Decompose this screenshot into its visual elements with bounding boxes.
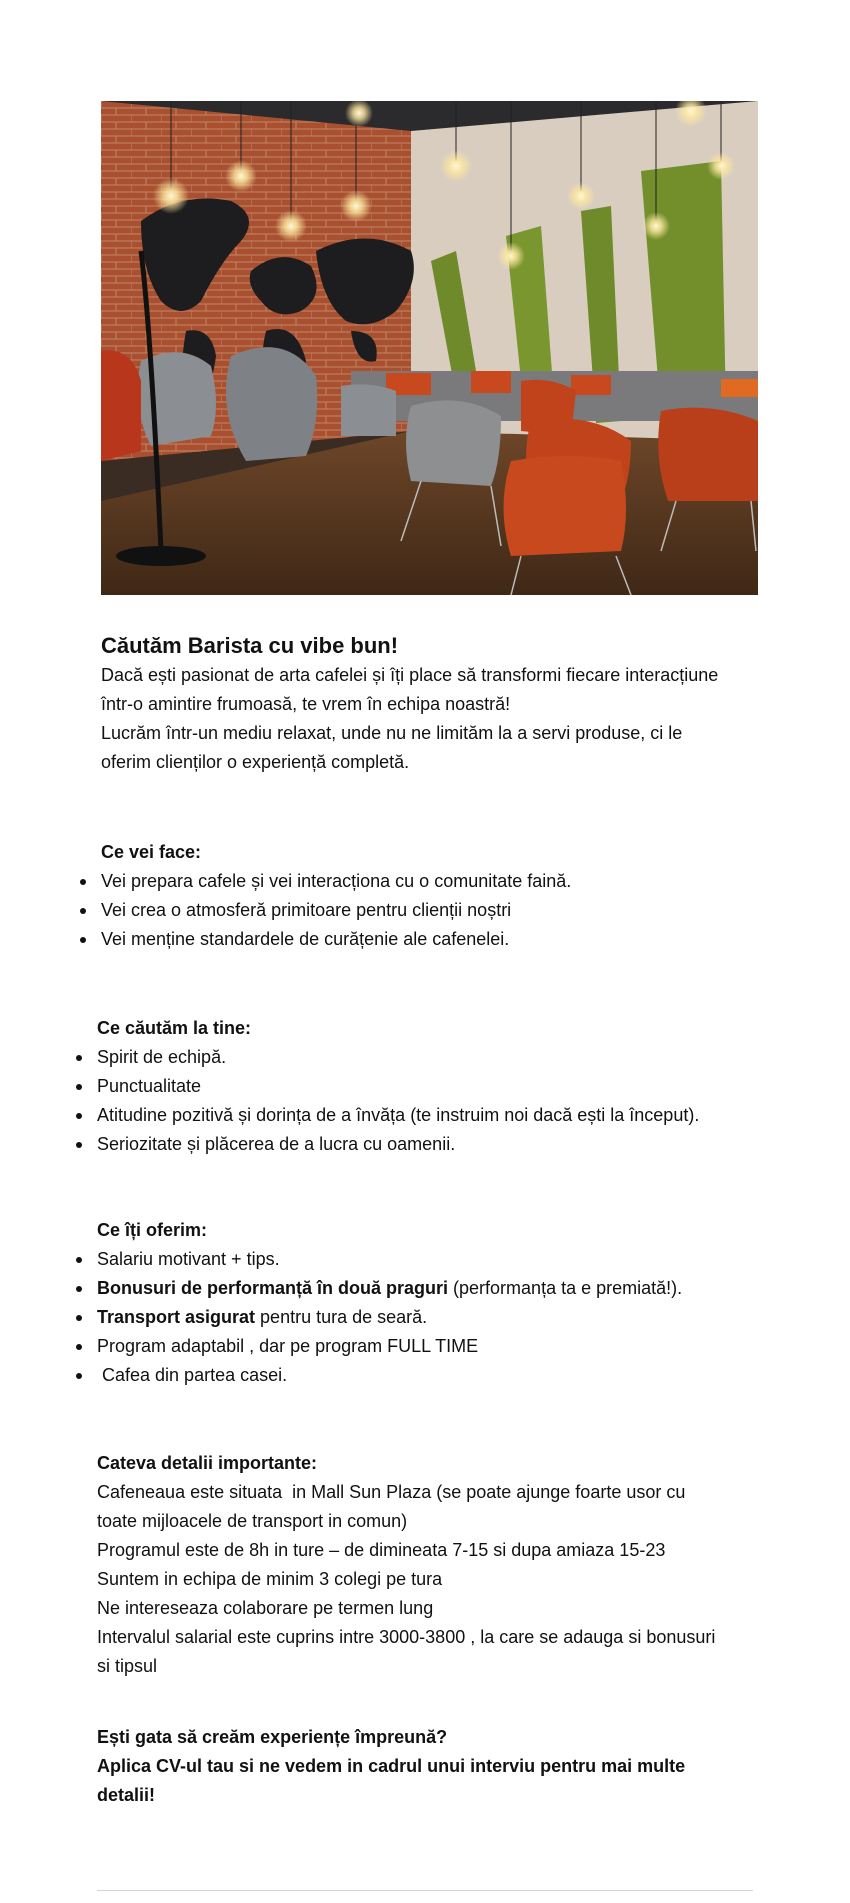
details-line: Programul este de 8h in ture – de dimineata 7-15 si dupa amiaza 15-23: [97, 1540, 666, 1560]
requirements-list: [97, 1043, 767, 1159]
list-item: [97, 1274, 767, 1303]
transport-label: Transport asigurat: [97, 1307, 256, 1327]
tasks-section: [101, 838, 761, 954]
intro-section: [101, 630, 761, 777]
details-line: si tipsul: [97, 1656, 158, 1676]
list-item: Cafea din partea casei.: [97, 1361, 767, 1390]
details-line: Suntem in echipa de minim 3 colegi pe tura: [97, 1569, 443, 1589]
list-item: Punctualitate: [97, 1072, 767, 1101]
details-line: Cafeneaua este situata in Mall Sun Plaza (se poate ajunge foarte usor cu: [97, 1482, 686, 1502]
requirements-heading: Ce căutăm la tine:: [97, 1018, 252, 1038]
intro-line-3: Lucrăm într-un mediu relaxat, unde nu ne limităm la a servi produse, ci le: [101, 723, 683, 743]
intro-line-1: Dacă ești pasionat de arta cafelei și îți place să transformi fiecare interacțiune: [101, 665, 719, 685]
offer-list: [97, 1245, 767, 1390]
offer-section: [97, 1216, 767, 1390]
page-title: Căutăm Barista cu vibe bun!: [101, 633, 399, 658]
list-item: Spirit de echipă.: [97, 1043, 767, 1072]
details-line: Intervalul salarial este cuprins intre 3000-3800 , la care se adauga si bonusuri: [97, 1627, 716, 1647]
list-item: Program adaptabil , dar pe program FULL TIME: [97, 1332, 767, 1361]
details-heading: Cateva detalii importante:: [97, 1453, 318, 1473]
divider: [97, 1890, 753, 1891]
details-line: Ne intereseaza colaborare pe termen lung: [97, 1598, 434, 1618]
list-item: Salariu motivant + tips.: [97, 1245, 767, 1274]
requirements-section: [97, 1014, 767, 1159]
cta-line-1: Ești gata să creăm experiențe împreună?: [97, 1727, 448, 1747]
intro-line-2: într-o amintire frumoasă, te vrem în echipa noastră!: [101, 694, 511, 714]
tasks-list: [101, 867, 761, 954]
bonus-label: Bonusuri de performanță în două praguri: [97, 1278, 449, 1298]
list-item: Seriozitate și plăcerea de a lucra cu oamenii.: [97, 1130, 767, 1159]
tasks-heading: Ce vei face:: [101, 842, 202, 862]
details-section: [97, 1449, 767, 1681]
cta-line-3: detalii!: [97, 1785, 156, 1805]
intro-line-4: oferim clienților o experiență completă.: [101, 752, 410, 772]
cafe-interior-photo: [101, 101, 758, 595]
offer-heading: Ce îți oferim:: [97, 1220, 208, 1240]
cta-line-2: Aplica CV-ul tau si ne vedem in cadrul unui interviu pentru mai multe: [97, 1756, 686, 1776]
list-item: Vei prepara cafele și vei interacționa cu o comunitate faină.: [101, 867, 761, 896]
transport-note: pentru tura de seară.: [255, 1307, 428, 1327]
bonus-note: (performanța ta e premiată!).: [448, 1278, 683, 1298]
cta-section: [97, 1723, 767, 1810]
details-line: toate mijloacele de transport in comun): [97, 1511, 408, 1531]
list-item: Vei menține standardele de curățenie ale cafenelei.: [101, 925, 761, 954]
list-item: Atitudine pozitivă și dorința de a învăța (te instruim noi dacă ești la început).: [97, 1101, 767, 1130]
list-item: [97, 1303, 767, 1332]
list-item: Vei crea o atmosferă primitoare pentru clienții noștri: [101, 896, 761, 925]
